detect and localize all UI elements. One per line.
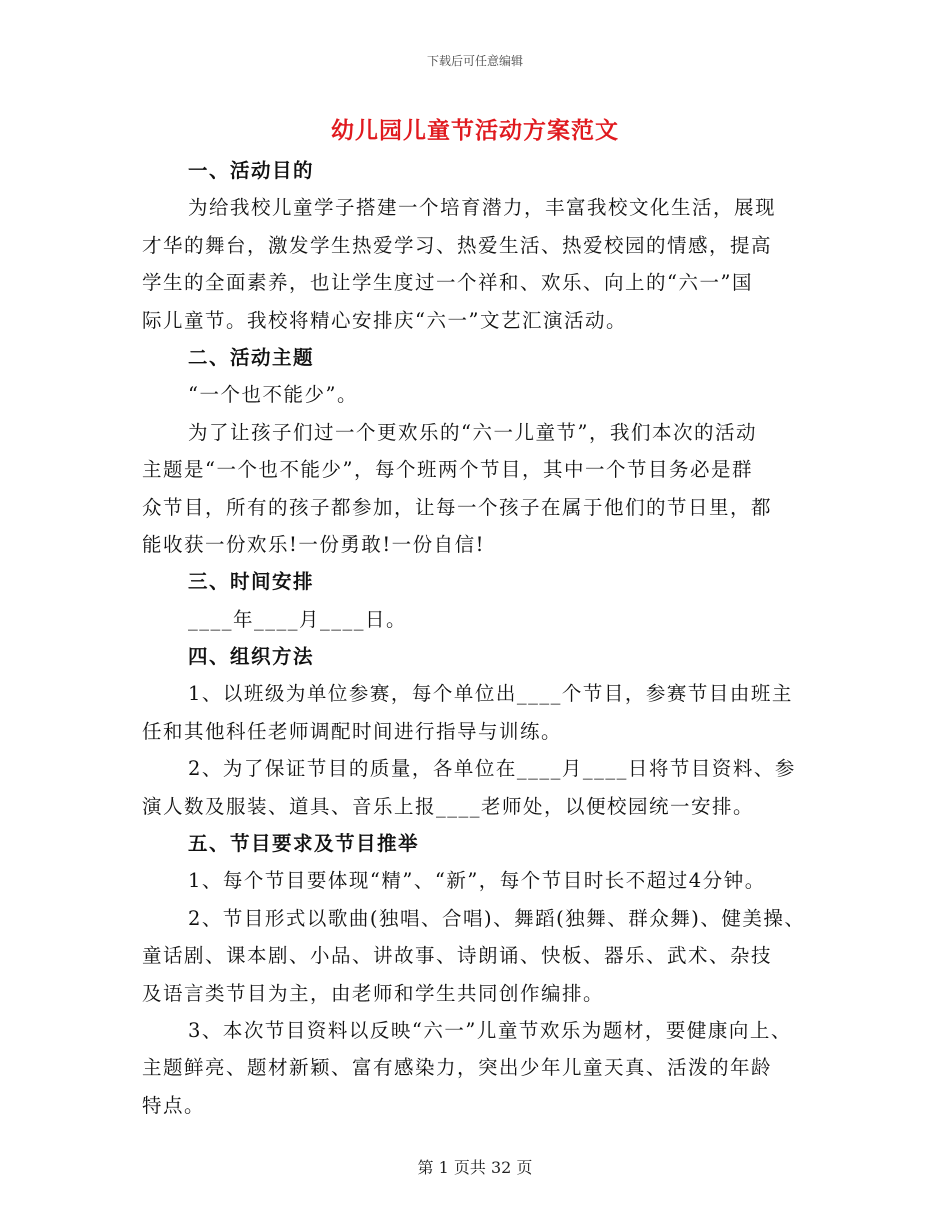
paragraph-line: 2、节目形式以歌曲(独唱、合唱)、舞蹈(独舞、群众舞)、健美操、 [188,906,806,930]
paragraph-line: 才华的舞台，激发学生热爱学习、热爱生活、热爱校园的情感，提高 [142,233,773,257]
header-note: 下载后可任意编辑 [426,54,523,68]
document-body [142,152,812,1124]
paragraph-line: 1、以班级为单位参赛，每个单位出____个节目，参赛节目由班主 [188,682,793,706]
paragraph-line: 特点。 [142,1093,206,1117]
paragraph-line: 能收获一份欢乐!一份勇敢!一份自信! [142,532,486,556]
document-title: 幼儿园儿童节活动方案范文 [331,117,619,144]
section-heading: 三、时间安排 [188,570,315,594]
section-heading: 四、组织方法 [188,645,315,669]
section-heading: 一、活动目的 [188,159,315,182]
paragraph-line: 2、为了保证节目的质量，各单位在____月____日将节目资料、参 [188,757,796,781]
paragraph-line: 为给我校儿童学子搭建一个培育潜力，丰富我校文化生活，展现 [188,196,777,220]
paragraph-line: 任和其他科任老师调配时间进行指导与训练。 [142,719,563,743]
section-heading: 二、活动主题 [188,345,315,369]
paragraph-line: 1、每个节目要体现“精”、“新”，每个节目时长不超过4分钟。 [188,869,766,893]
paragraph-line: 为了让孩子们过一个更欢乐的“六一儿童节”，我们本次的活动 [188,420,757,444]
paragraph-line: 众节目，所有的孩子都参加，让每一个孩子在属于他们的节日里，都 [142,495,773,519]
page-footer: 第 1 页共 32 页 [417,1158,533,1177]
paragraph-line: 际儿童节。我校将精心安排庆“六一”文艺汇演活动。 [142,308,627,332]
paragraph-line: 演人数及服装、道具、音乐上报____老师处，以便校园统一安排。 [142,794,755,818]
paragraph-line: 主题是“一个也不能少”，每个班两个节目，其中一个节目务必是群 [142,458,753,482]
section-heading: 五、节目要求及节目推举 [188,832,420,856]
paragraph-line: “一个也不能少”。 [188,383,358,407]
paragraph-line: 3、本次节目资料以反映“六一”儿童节欢乐为题材，要健康向上、 [188,1018,792,1042]
paragraph-line: ____年____月____日。 [188,607,408,631]
paragraph-line: 及语言类节目为主，由老师和学生共同创作编排。 [142,981,605,1005]
paragraph-line: 童话剧、课本剧、小品、讲故事、诗朗诵、快板、器乐、武术、杂技 [142,944,773,968]
paragraph-line: 学生的全面素养，也让学生度过一个祥和、欢乐、向上的“六一”国 [142,271,753,295]
paragraph-line: 主题鲜亮、题材新颖、富有感染力，突出少年儿童天真、活泼的年龄 [142,1056,773,1080]
